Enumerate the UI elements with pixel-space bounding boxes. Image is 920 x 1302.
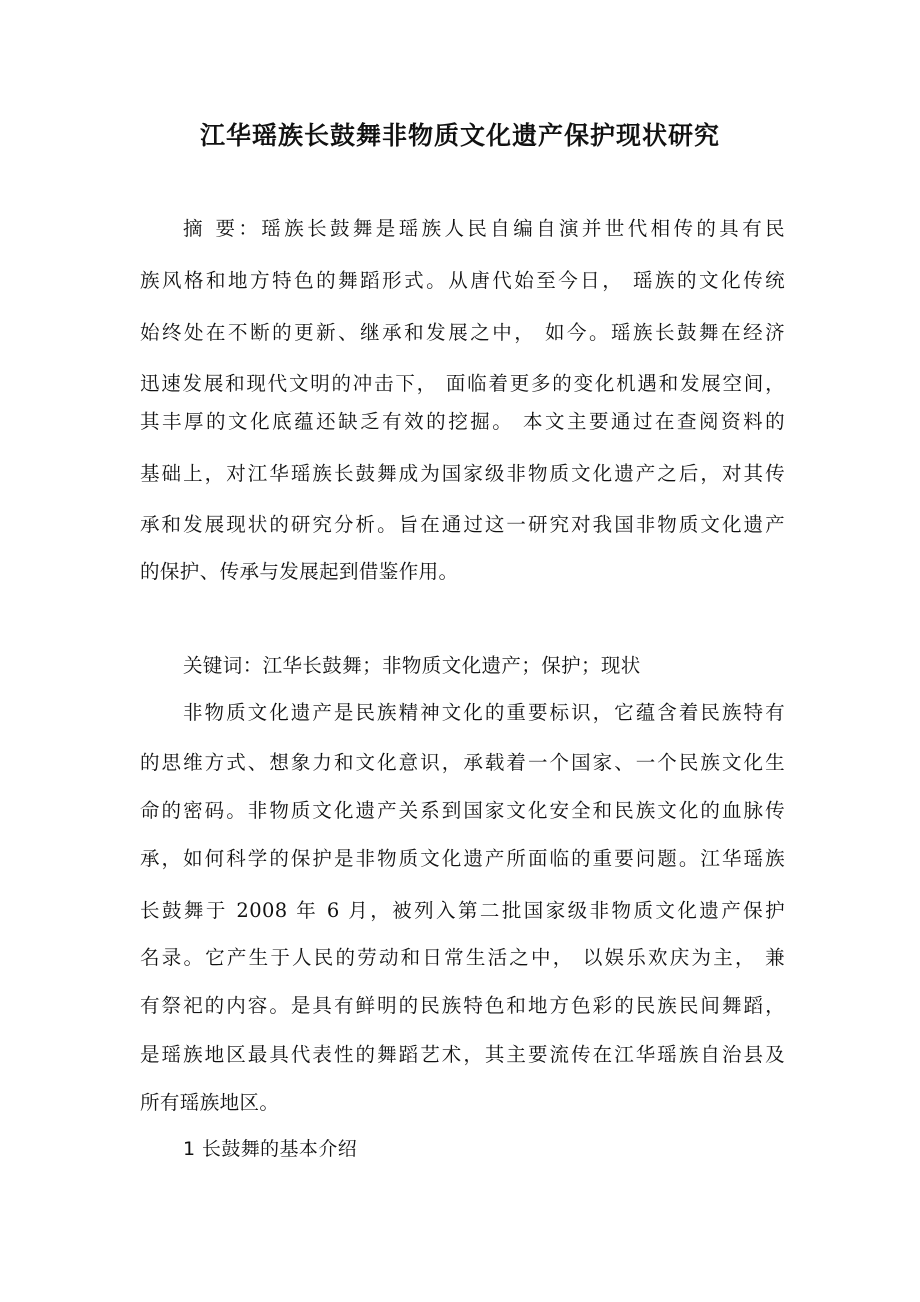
abstract-line: 族风格和地方特色的舞蹈形式。从唐代始至今日， 瑶族的文化传统: [140, 269, 785, 292]
section-heading: 1 长鼓舞的基本介绍: [183, 1138, 358, 1160]
abstract-line: 摘 要：瑶族长鼓舞是瑶族人民自编自演并世代相传的具有民: [183, 217, 785, 240]
paragraph-line: 有祭祀的内容。是具有鲜明的民族特色和地方色彩的民族民间舞蹈，: [140, 994, 785, 1017]
paragraph-line: 是瑶族地区最具代表性的舞蹈艺术，其主要流传在江华瑶族自治县及: [140, 1043, 785, 1066]
paragraph-line: 长鼓舞于 2008 年 6 月，被列入第二批国家级非物质文化遗产保护: [140, 899, 785, 922]
paragraph-line: 命的密码。非物质文化遗产关系到国家文化安全和民族文化的血脉传: [140, 799, 785, 822]
abstract-line: 基础上，对江华瑶族长鼓舞成为国家级非物质文化遗产之后，对其传: [140, 462, 785, 485]
abstract-line: 迅速发展和现代文明的冲击下， 面临着更多的变化机遇和发展空间，: [140, 372, 785, 395]
abstract-line: 始终处在不断的更新、继承和发展之中， 如今。瑶族长鼓舞在经济: [140, 321, 785, 344]
abstract-line: 承和发展现状的研究分析。旨在通过这一研究对我国非物质文化遗产: [140, 513, 785, 536]
keywords-line: 关键词：江华长鼓舞；非物质文化遗产；保护；现状: [183, 654, 641, 677]
abstract-line: 的保护、传承与发展起到借鉴作用。: [140, 560, 459, 583]
document-title: 江华瑶族长鼓舞非物质文化遗产保护现状研究: [199, 121, 720, 150]
paragraph-line: 名录。它产生于人民的劳动和日常生活之中， 以娱乐欢庆为主， 兼: [140, 946, 785, 969]
paragraph-line: 所有瑶族地区。: [140, 1091, 280, 1114]
abstract-line: 其丰厚的文化底蕴还缺乏有效的挖掘。 本文主要通过在查阅资料的: [140, 410, 785, 433]
paragraph-line: 承，如何科学的保护是非物质文化遗产所面临的重要问题。江华瑶族: [140, 847, 785, 870]
paragraph-line: 的思维方式、想象力和文化意识，承载着一个国家、一个民族文化生: [140, 751, 785, 774]
paragraph-line: 非物质文化遗产是民族精神文化的重要标识，它蕴含着民族特有: [183, 701, 785, 724]
